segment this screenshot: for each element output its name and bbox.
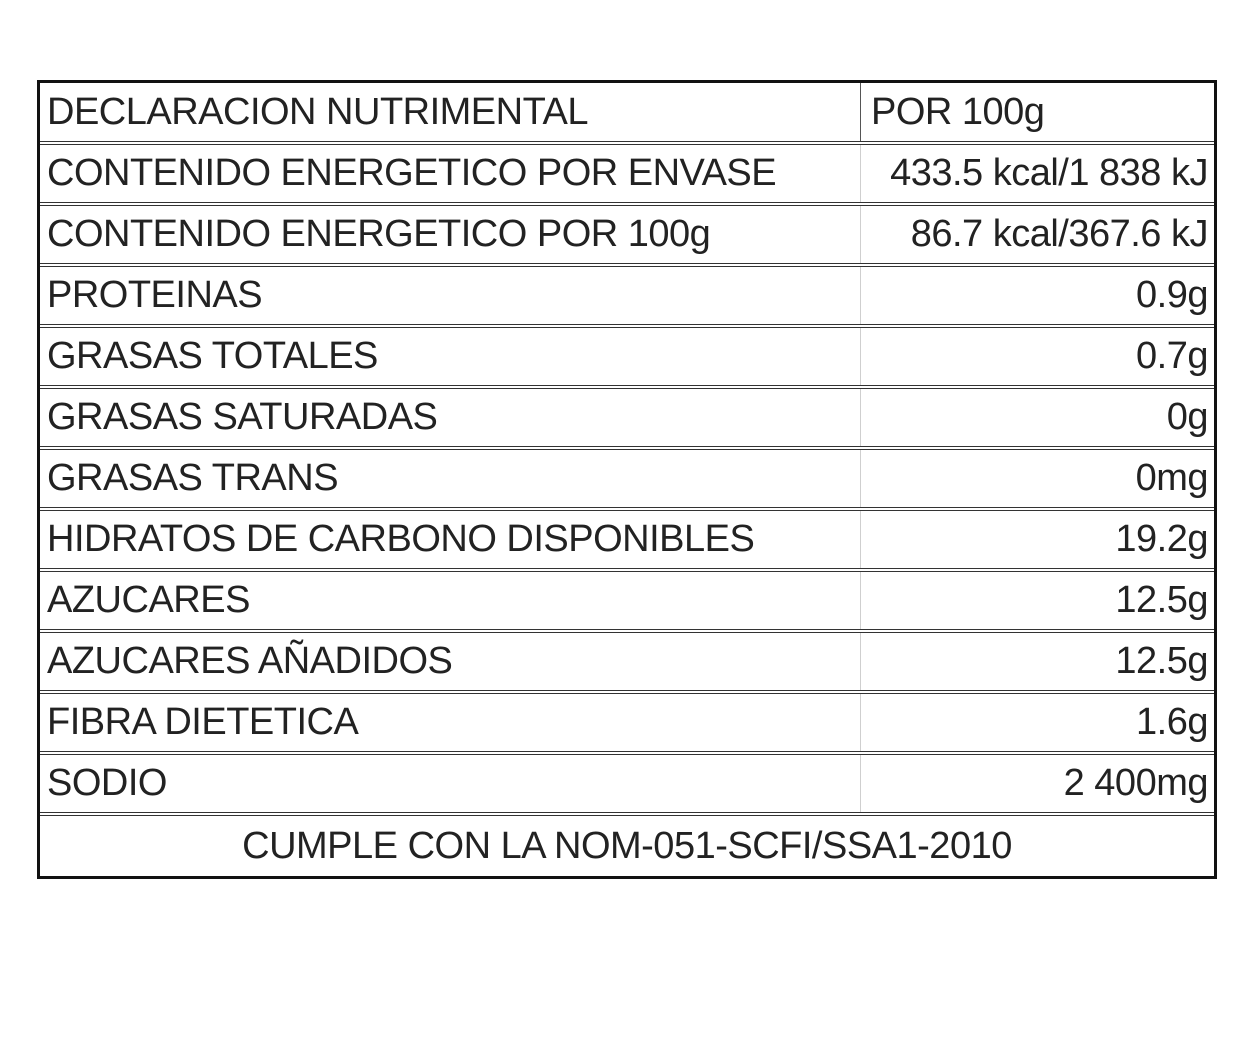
table-row bbox=[40, 206, 1214, 267]
table-row bbox=[40, 511, 1214, 572]
nutrient-value: 433.5 kcal/1 838 kJ bbox=[890, 152, 1208, 194]
nutrient-name: GRASAS SATURADAS bbox=[40, 389, 861, 446]
table-title: DECLARACION NUTRIMENTAL bbox=[40, 83, 861, 141]
table-row bbox=[40, 389, 1214, 450]
table-row bbox=[40, 145, 1214, 206]
nutrient-name: FIBRA DIETETICA bbox=[40, 694, 861, 751]
nutrient-value: 0.9g bbox=[1136, 274, 1208, 316]
nutrient-value: 19.2g bbox=[1115, 518, 1208, 560]
table-header-row bbox=[40, 83, 1214, 145]
nutrient-value: 2 400mg bbox=[1063, 762, 1208, 804]
nutrient-value: 1.6g bbox=[1136, 701, 1208, 743]
nutrition-facts-table bbox=[37, 80, 1217, 879]
nutrient-name: PROTEINAS bbox=[40, 267, 861, 324]
nutrient-value: 0mg bbox=[1135, 457, 1208, 499]
nutrient-name: CONTENIDO ENERGETICO POR ENVASE bbox=[40, 145, 861, 202]
serving-basis: POR 100g bbox=[871, 90, 1045, 133]
nutrient-value: 12.5g bbox=[1115, 640, 1208, 682]
table-row bbox=[40, 694, 1214, 755]
table-row bbox=[40, 328, 1214, 389]
nutrient-value: 86.7 kcal/367.6 kJ bbox=[910, 213, 1208, 255]
nutrient-value: 0g bbox=[1166, 396, 1208, 438]
table-row bbox=[40, 267, 1214, 328]
nutrient-value: 0.7g bbox=[1136, 335, 1208, 377]
nutrient-name: CONTENIDO ENERGETICO POR 100g bbox=[40, 206, 861, 263]
nutrient-name: HIDRATOS DE CARBONO DISPONIBLES bbox=[40, 511, 861, 568]
nutrient-name: AZUCARES bbox=[40, 572, 861, 629]
nutrient-name: GRASAS TOTALES bbox=[40, 328, 861, 385]
nutrient-value: 12.5g bbox=[1115, 579, 1208, 621]
table-row bbox=[40, 572, 1214, 633]
table-row bbox=[40, 633, 1214, 694]
compliance-footer: CUMPLE CON LA NOM-051-SCFI/SSA1-2010 bbox=[242, 824, 1012, 867]
table-row bbox=[40, 450, 1214, 511]
nutrient-name: SODIO bbox=[40, 755, 861, 812]
nutrient-name: AZUCARES AÑADIDOS bbox=[40, 633, 861, 690]
nutrient-name: GRASAS TRANS bbox=[40, 450, 861, 507]
table-row bbox=[40, 755, 1214, 816]
